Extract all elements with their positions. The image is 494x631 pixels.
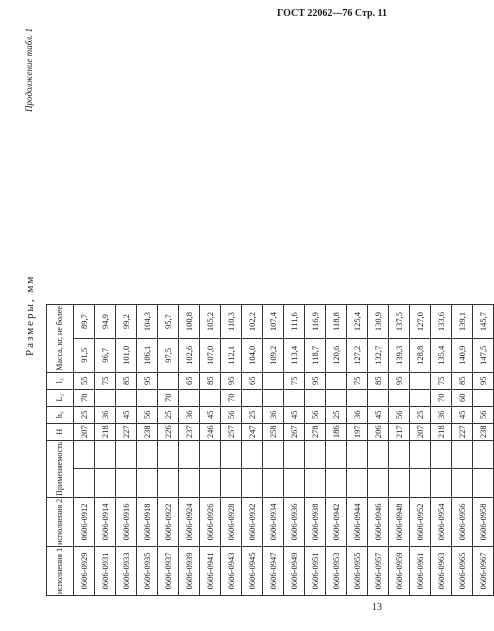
app1 — [347, 469, 368, 498]
h-value: 238 — [473, 423, 494, 440]
app1 — [326, 469, 347, 498]
h-value: 267 — [284, 423, 305, 440]
table-header-row — [47, 305, 74, 596]
mass1-value: 113,4 — [284, 338, 305, 372]
app1 — [368, 469, 389, 498]
page-header — [277, 8, 387, 19]
mass1-value: 109,2 — [263, 338, 284, 372]
exec1-code: 0606-0947 — [263, 546, 284, 595]
h-value: 186 — [326, 423, 347, 440]
l2-value — [137, 389, 158, 406]
l3-value: 65 — [242, 372, 263, 389]
app1 — [200, 469, 221, 498]
mass1-value: 96,7 — [95, 338, 116, 372]
exec2-code: 0606-0948 — [389, 497, 410, 546]
exec1-code: 0606-0941 — [200, 546, 221, 595]
exec1-code: 0606-0965 — [452, 546, 473, 595]
exec1-code: 0606-0935 — [137, 546, 158, 595]
app2 — [242, 440, 263, 469]
exec1-code: 0606-0951 — [305, 546, 326, 595]
l3-value: 75 — [431, 372, 452, 389]
exec1-code: 0606-0929 — [74, 546, 95, 595]
h3-value: 45 — [452, 406, 473, 423]
exec2-code: 0606-0946 — [368, 497, 389, 546]
l3-value: 55 — [74, 372, 95, 389]
table-row — [284, 305, 305, 596]
app2 — [410, 440, 431, 469]
exec2-code: 0606-0934 — [263, 497, 284, 546]
mass-header: Масса, кг, не более — [47, 305, 74, 373]
app1 — [74, 469, 95, 498]
mass2-value: 137,5 — [389, 305, 410, 339]
h-header: H — [47, 423, 74, 440]
h3-value: 25 — [242, 406, 263, 423]
mass1-value: 132,7 — [368, 338, 389, 372]
mass1-value: 106,1 — [137, 338, 158, 372]
l3-value: 95 — [305, 372, 326, 389]
h3-value: 36 — [179, 406, 200, 423]
mass1-value: 127,2 — [347, 338, 368, 372]
l2-header: L₂ — [47, 389, 74, 406]
exec1-code: 0606-0937 — [158, 546, 179, 595]
exec2-code: 0606-0944 — [347, 497, 368, 546]
l2-value: 70 — [74, 389, 95, 406]
l2-value — [116, 389, 137, 406]
app1 — [431, 469, 452, 498]
h3-value: 25 — [158, 406, 179, 423]
app2 — [368, 440, 389, 469]
h3-value: 45 — [116, 406, 137, 423]
exec2-header: исполнения 2 — [47, 497, 74, 546]
h3-value: 25 — [326, 406, 347, 423]
mass2-value: 133,6 — [431, 305, 452, 339]
mass2-value: 107,4 — [263, 305, 284, 339]
l3-value — [326, 372, 347, 389]
h-value: 227 — [116, 423, 137, 440]
l3-value: 95 — [221, 372, 242, 389]
exec1-code: 0606-0933 — [116, 546, 137, 595]
h3-value: 56 — [389, 406, 410, 423]
l3-value: 75 — [347, 372, 368, 389]
exec1-code: 0606-0959 — [389, 546, 410, 595]
h3-header: h₃ — [47, 406, 74, 423]
l3-value: 85 — [116, 372, 137, 389]
app1 — [221, 469, 242, 498]
h-value: 237 — [179, 423, 200, 440]
mass1-value: 147,5 — [473, 338, 494, 372]
app1 — [305, 469, 326, 498]
l3-header: l₃ — [47, 372, 74, 389]
mass2-value: 145,7 — [473, 305, 494, 339]
app2 — [116, 440, 137, 469]
l2-value — [263, 389, 284, 406]
h3-value: 45 — [368, 406, 389, 423]
app2 — [284, 440, 305, 469]
mass1-value: 112,1 — [221, 338, 242, 372]
h-value: 197 — [347, 423, 368, 440]
exec2-code: 0606-0916 — [116, 497, 137, 546]
app1 — [389, 469, 410, 498]
app2 — [137, 440, 158, 469]
table-row — [452, 305, 473, 596]
mass2-value: 100,8 — [179, 305, 200, 339]
app1 — [158, 469, 179, 498]
h3-value: 45 — [200, 406, 221, 423]
mass1-value: 91,5 — [74, 338, 95, 372]
exec2-code: 0606-0954 — [431, 497, 452, 546]
standard-code: ГОСТ 22062—76 — [276, 8, 353, 19]
l3-value: 85 — [368, 372, 389, 389]
h-value: 207 — [74, 423, 95, 440]
exec1-code: 0606-0943 — [221, 546, 242, 595]
exec2-code: 0606-0958 — [473, 497, 494, 546]
l2-value — [179, 389, 200, 406]
mass2-value: 118,8 — [326, 305, 347, 339]
app2 — [305, 440, 326, 469]
table-row — [221, 305, 242, 596]
mass2-value: 127,0 — [410, 305, 431, 339]
h-value: 227 — [452, 423, 473, 440]
app2 — [347, 440, 368, 469]
l3-value: 75 — [95, 372, 116, 389]
mass1-value: 118,7 — [305, 338, 326, 372]
mass1-value: 102,6 — [179, 338, 200, 372]
mass2-value: 139,1 — [452, 305, 473, 339]
table-row — [263, 305, 284, 596]
h-value: 258 — [263, 423, 284, 440]
table-row — [410, 305, 431, 596]
mass2-value: 105,2 — [200, 305, 221, 339]
table-row — [95, 305, 116, 596]
mass1-value: 140,9 — [452, 338, 473, 372]
h-value: 238 — [137, 423, 158, 440]
app2 — [263, 440, 284, 469]
mass2-value: 95,7 — [158, 305, 179, 339]
mass1-value: 101,0 — [116, 338, 137, 372]
mass1-value: 104,0 — [242, 338, 263, 372]
app1 — [137, 469, 158, 498]
mass2-value: 130,9 — [368, 305, 389, 339]
l3-value: 95 — [389, 372, 410, 389]
h3-value: 25 — [74, 406, 95, 423]
l2-value — [284, 389, 305, 406]
mass2-value: 104,3 — [137, 305, 158, 339]
mass2-value: 102,2 — [242, 305, 263, 339]
table-row — [200, 305, 221, 596]
app1 — [452, 469, 473, 498]
app2 — [200, 440, 221, 469]
app1 — [95, 469, 116, 498]
l2-value — [389, 389, 410, 406]
l3-value — [263, 372, 284, 389]
l3-value — [158, 372, 179, 389]
page-label: Стр. 11 — [354, 8, 387, 19]
app1 — [284, 469, 305, 498]
table-row — [326, 305, 347, 596]
exec2-code: 0606-0938 — [305, 497, 326, 546]
l2-value — [326, 389, 347, 406]
table-row — [431, 305, 452, 596]
l2-value: 70 — [431, 389, 452, 406]
l2-value — [473, 389, 494, 406]
l2-value: 70 — [221, 389, 242, 406]
h-value: 217 — [389, 423, 410, 440]
h-value: 218 — [431, 423, 452, 440]
app2 — [74, 440, 95, 469]
exec2-code: 0606-0956 — [452, 497, 473, 546]
h3-value: 56 — [473, 406, 494, 423]
exec2-code: 0606-0918 — [137, 497, 158, 546]
l2-value: 60 — [452, 389, 473, 406]
app2 — [326, 440, 347, 469]
exec2-code: 0606-0932 — [242, 497, 263, 546]
l3-value: 65 — [179, 372, 200, 389]
app2 — [431, 440, 452, 469]
h3-value: 56 — [137, 406, 158, 423]
mass1-value: 135,4 — [431, 338, 452, 372]
mass2-value: 125,4 — [347, 305, 368, 339]
l3-value: 95 — [473, 372, 494, 389]
exec1-header: исполнения 1 — [47, 546, 74, 595]
rotated-table-block — [24, 26, 488, 596]
applicability-header: Применяемость — [47, 440, 74, 497]
h-value: 257 — [221, 423, 242, 440]
table-row — [116, 305, 137, 596]
mass2-value: 94,9 — [95, 305, 116, 339]
table-row — [179, 305, 200, 596]
mass1-value: 107,0 — [200, 338, 221, 372]
mass1-value: 139,3 — [389, 338, 410, 372]
app2 — [452, 440, 473, 469]
mass2-value: 110,3 — [221, 305, 242, 339]
table-row — [305, 305, 326, 596]
exec2-code: 0606-0952 — [410, 497, 431, 546]
h-value: 206 — [368, 423, 389, 440]
app1 — [179, 469, 200, 498]
app2 — [389, 440, 410, 469]
app2 — [95, 440, 116, 469]
l2-value — [347, 389, 368, 406]
h3-value: 36 — [263, 406, 284, 423]
exec2-code: 0606-0912 — [74, 497, 95, 546]
exec1-code: 0606-0961 — [410, 546, 431, 595]
l3-value: 85 — [200, 372, 221, 389]
app2 — [158, 440, 179, 469]
l3-value: 85 — [452, 372, 473, 389]
l3-value — [410, 372, 431, 389]
table-row — [158, 305, 179, 596]
l2-value — [410, 389, 431, 406]
page-number: 13 — [372, 602, 382, 613]
exec1-code: 0606-0963 — [431, 546, 452, 595]
exec2-code: 0606-0914 — [95, 497, 116, 546]
h-value: 218 — [95, 423, 116, 440]
exec1-code: 0606-0953 — [326, 546, 347, 595]
sizes-caption: Размеры, мм — [24, 274, 36, 356]
app2 — [473, 440, 494, 469]
exec2-code: 0606-0926 — [200, 497, 221, 546]
l2-value — [305, 389, 326, 406]
exec1-code: 0606-0945 — [242, 546, 263, 595]
l3-value: 75 — [284, 372, 305, 389]
l2-value: 70 — [158, 389, 179, 406]
exec2-code: 0606-0922 — [158, 497, 179, 546]
mass2-value: 89,7 — [74, 305, 95, 339]
mass2-value: 99,2 — [116, 305, 137, 339]
h3-value: 56 — [305, 406, 326, 423]
exec2-code: 0606-0936 — [284, 497, 305, 546]
exec1-code: 0606-0967 — [473, 546, 494, 595]
h-value: 278 — [305, 423, 326, 440]
h3-value: 25 — [410, 406, 431, 423]
continuation-caption: Продолжение табл. 1 — [24, 28, 34, 112]
l2-value — [95, 389, 116, 406]
table-row — [473, 305, 494, 596]
table-row — [347, 305, 368, 596]
exec2-code: 0606-0928 — [221, 497, 242, 546]
h-value: 207 — [410, 423, 431, 440]
l2-value — [368, 389, 389, 406]
table-row — [242, 305, 263, 596]
app1 — [410, 469, 431, 498]
data-table — [46, 304, 494, 596]
mass1-value: 128,8 — [410, 338, 431, 372]
h3-value: 36 — [431, 406, 452, 423]
app2 — [179, 440, 200, 469]
h3-value: 36 — [347, 406, 368, 423]
exec1-code: 0606-0931 — [95, 546, 116, 595]
mass1-value: 120,6 — [326, 338, 347, 372]
exec1-code: 0606-0949 — [284, 546, 305, 595]
exec2-code: 0606-0924 — [179, 497, 200, 546]
h3-value: 45 — [284, 406, 305, 423]
app2 — [221, 440, 242, 469]
l2-value — [242, 389, 263, 406]
app1 — [473, 469, 494, 498]
h-value: 247 — [242, 423, 263, 440]
exec1-code: 0606-0939 — [179, 546, 200, 595]
table-row — [368, 305, 389, 596]
exec1-code: 0606-0955 — [347, 546, 368, 595]
h3-value: 36 — [95, 406, 116, 423]
exec1-code: 0606-0957 — [368, 546, 389, 595]
table-row — [137, 305, 158, 596]
mass2-value: 116,9 — [305, 305, 326, 339]
l3-value: 95 — [137, 372, 158, 389]
app1 — [116, 469, 137, 498]
h-value: 226 — [158, 423, 179, 440]
h3-value: 56 — [221, 406, 242, 423]
h-value: 246 — [200, 423, 221, 440]
l2-value — [200, 389, 221, 406]
mass1-value: 97,5 — [158, 338, 179, 372]
table-row — [74, 305, 95, 596]
app1 — [242, 469, 263, 498]
app1 — [263, 469, 284, 498]
table-row — [389, 305, 410, 596]
exec2-code: 0606-0942 — [326, 497, 347, 546]
mass2-value: 111,6 — [284, 305, 305, 339]
